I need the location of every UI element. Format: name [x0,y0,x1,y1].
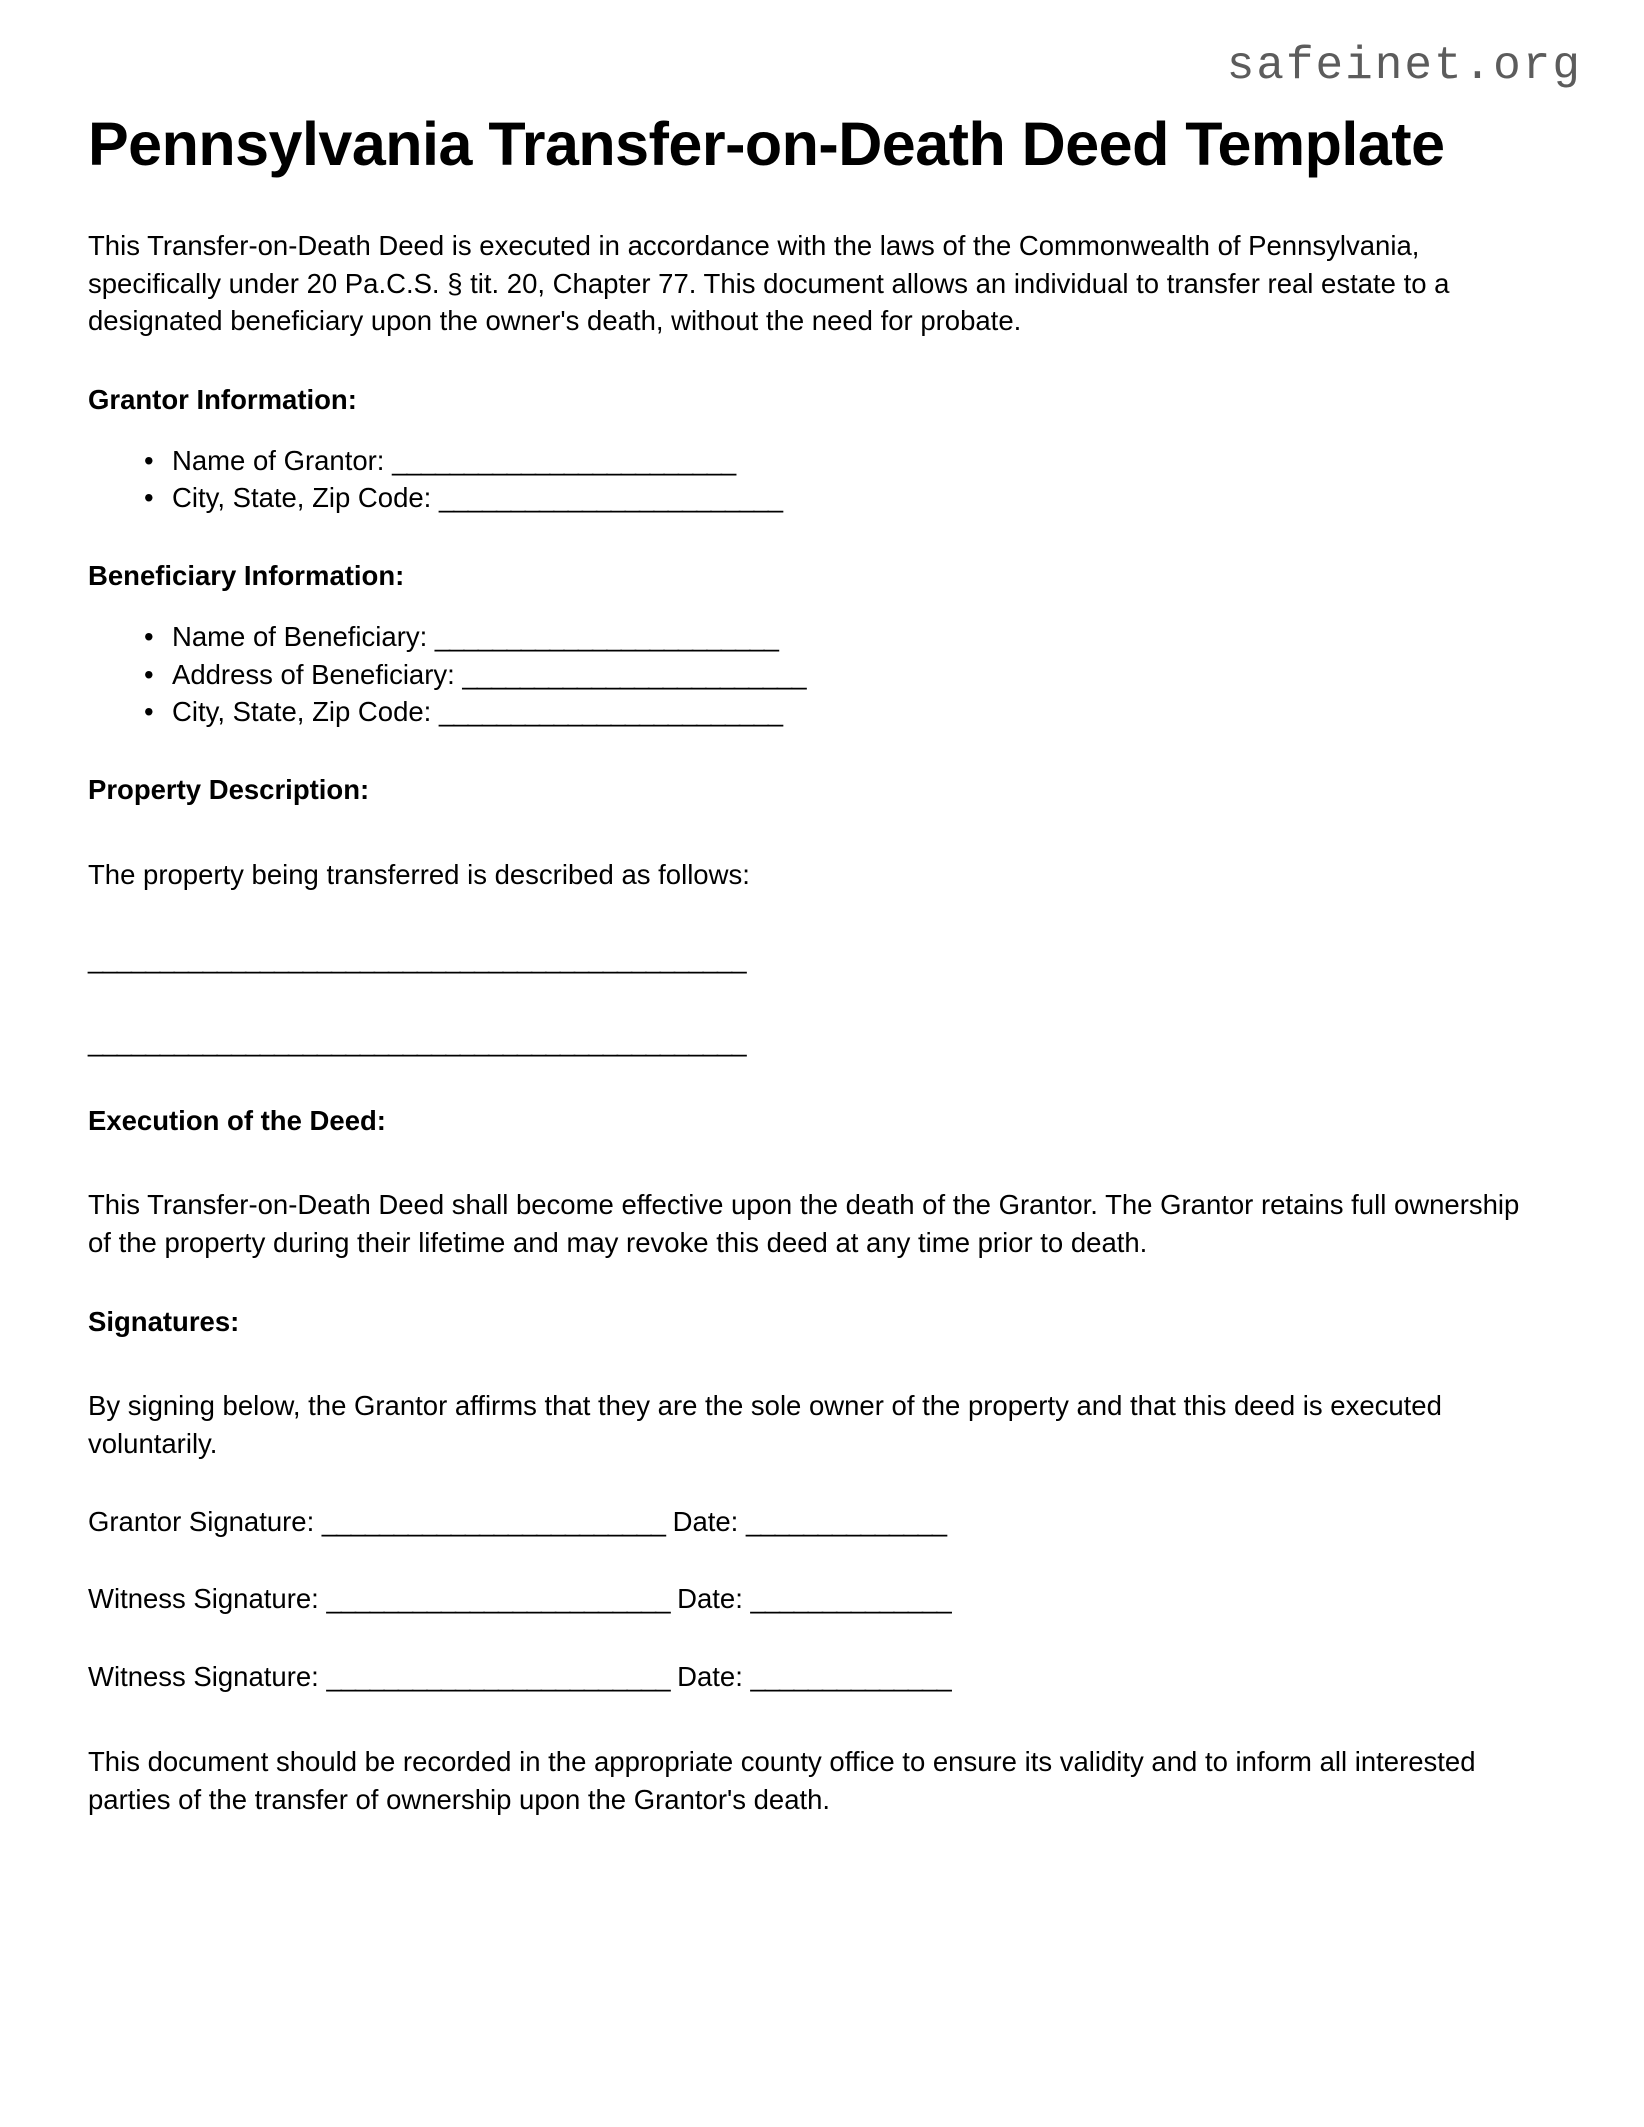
property-blank-line-2[interactable]: ______________________________________________ [88,1026,746,1058]
bullet-icon: • [144,696,154,727]
list-item [144,479,1554,516]
grantor-field-list [88,442,1554,517]
witness-date-label: Date: [677,1660,743,1692]
list-item [144,618,1554,655]
grantor-date-blank[interactable]: ______________ [745,1505,947,1537]
field-label: City, State, Zip Code: [172,696,432,727]
intro-paragraph: This Transfer-on-Death Deed is executed in accordance with the laws of the Commonwealth of Pennsylvania, specifically under 20 Pa.C.S. § tit. 20, Chapter 77. This document allows an individual to transfer real estate to a designated beneficiary upon the owner's death, without the need for probate. [88,229,1450,337]
witness-signature-blank[interactable]: ________________________ [326,1583,670,1615]
signatures-heading: Signatures: [88,1305,240,1337]
witness-signature-label: Witness Signature: [88,1583,319,1615]
grantor-signature-label: Grantor Signature: [88,1505,315,1537]
list-item [144,693,1554,730]
witness-signature-label: Witness Signature: [88,1660,319,1692]
witness-date-blank[interactable]: ______________ [750,1583,951,1615]
field-blank-line[interactable]: ________________________ [434,621,778,653]
witness-signature-line-2 [88,1658,1554,1695]
field-blank-line[interactable]: ________________________ [438,482,783,514]
document-content [88,110,1554,1818]
grantor-signature-blank[interactable]: ________________________ [321,1505,665,1537]
grantor-signature-line [88,1503,1554,1540]
field-blank-line[interactable]: ________________________ [392,444,736,476]
field-blank-line[interactable]: ________________________ [462,658,806,690]
bullet-icon: • [144,658,154,690]
field-label: Address of Beneficiary: [172,658,455,690]
property-description-intro: The property being transferred is described as follows: [88,859,750,891]
witness-date-blank[interactable]: ______________ [750,1660,951,1692]
bullet-icon: • [144,621,154,653]
property-blank-line-1[interactable]: ______________________________________________ [88,942,746,974]
bullet-icon: • [144,482,154,514]
execution-paragraph: This Transfer-on-Death Deed shall become effective upon the death of the Grantor. The Grantor retains full ownership of the property during their lifetime and may revoke this deed at any time prior to death. [88,1189,1520,1259]
list-item [144,656,1554,693]
witness-date-label: Date: [677,1583,743,1615]
witness-signature-blank[interactable]: ________________________ [326,1660,670,1692]
page-title: Pennsylvania Transfer-on-Death Deed Template [88,110,1445,178]
grantor-information-heading: Grantor Information: [88,383,357,415]
execution-of-deed-heading: Execution of the Deed: [88,1104,386,1136]
witness-signature-line-1 [88,1580,1554,1617]
bullet-icon: • [144,444,154,476]
beneficiary-field-list [88,618,1554,730]
field-label: Name of Grantor: [172,444,385,476]
site-watermark: safeinet.org [1226,40,1582,92]
signatures-paragraph: By signing below, the Grantor affirms that they are the sole owner of the property and that this deed is executed voluntarily. [88,1390,1442,1460]
list-item [144,442,1554,479]
property-description-heading: Property Description: [88,774,370,806]
field-blank-line[interactable]: ________________________ [438,696,783,727]
grantor-date-label: Date: [672,1505,739,1537]
field-label: City, State, Zip Code: [172,482,432,514]
beneficiary-information-heading: Beneficiary Information: [88,560,405,592]
closing-paragraph: This document should be recorded in the appropriate county office to ensure its validity and to inform all interested parties of the transfer of ownership upon the Grantor's death. [88,1745,1476,1815]
field-label: Name of Beneficiary: [172,621,428,653]
